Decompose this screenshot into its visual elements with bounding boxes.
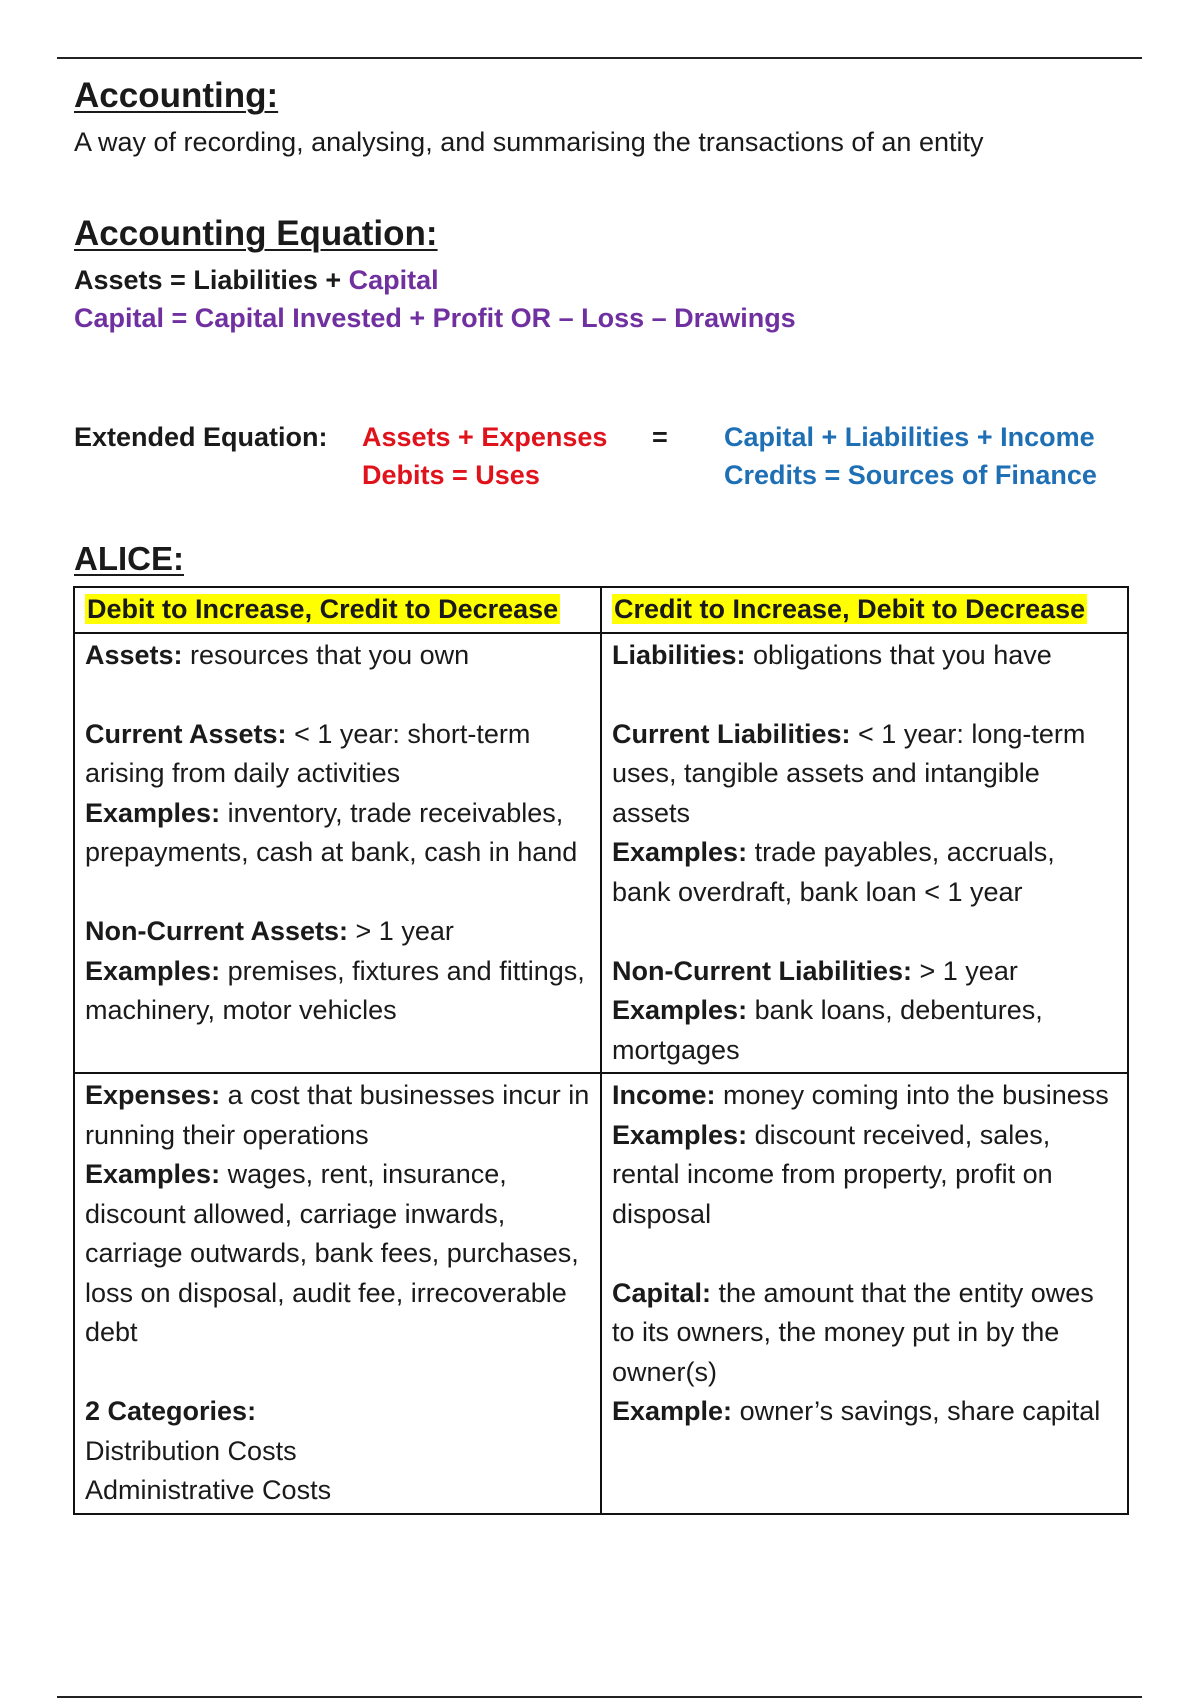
- liabilities-definition: Liabilities: obligations that you have: [612, 639, 1052, 670]
- income-capital-cell: [601, 1073, 1128, 1514]
- expense-categories-label: 2 Categories:: [85, 1396, 257, 1426]
- extended-equals-sign: =: [652, 422, 668, 452]
- assets-definition: Assets: resources that you own: [85, 639, 470, 670]
- non-current-assets-examples: Examples: premises, fixtures and fittings, machinery, motor vehicles: [85, 955, 585, 1025]
- extended-equation-label: Extended Equation:: [74, 422, 328, 452]
- extended-right-line-1: Capital + Liabilities + Income: [724, 422, 1095, 452]
- extended-right-line-2: Credits = Sources of Finance: [724, 460, 1097, 490]
- capital-definition: Capital: the amount that the entity owes to its owners, the money put in by the owner(s): [612, 1277, 1094, 1387]
- expenses-definition: Expenses: a cost that businesses incur in running their operations: [85, 1080, 590, 1150]
- extended-left-line-1: Assets + Expenses: [362, 422, 608, 452]
- equation-line-1-left: Assets = Liabilities +: [74, 265, 349, 295]
- alice-header-left: [74, 587, 601, 633]
- capital-example: Example: owner’s savings, share capital: [612, 1396, 1101, 1426]
- equation-line-2: Capital = Capital Invested + Profit OR – Loss – Drawings: [74, 303, 796, 333]
- bottom-rule: [57, 1696, 1142, 1698]
- alice-table: [73, 586, 1129, 1515]
- top-rule: [57, 57, 1142, 59]
- current-assets: Current Assets: < 1 year: short-term arising from daily activities: [85, 718, 531, 788]
- non-current-liabilities-examples: Examples: bank loans, debentures, mortgages: [612, 995, 1043, 1065]
- accounting-definition: A way of recording, analysing, and summarising the transactions of an entity: [74, 127, 984, 157]
- alice-header-row: [74, 587, 1128, 633]
- alice-header-right: [601, 587, 1128, 633]
- expenses-cell: [74, 1073, 601, 1514]
- current-liabilities-examples: Examples: trade payables, accruals, bank overdraft, bank loan < 1 year: [612, 837, 1055, 907]
- expenses-examples: Examples: wages, rent, insurance, discount allowed, carriage inwards, carriage outwards, bank fees, purchases, loss on disposal, audit fee, irrecoverable debt: [85, 1159, 579, 1347]
- non-current-liabilities: Non-Current Liabilities: > 1 year: [612, 955, 1018, 986]
- alice-row-assets-liabilities: [74, 633, 1128, 1074]
- alice-row-expenses-income: [74, 1073, 1128, 1514]
- equation-line-1: [74, 265, 439, 296]
- equation-heading: Accounting Equation:: [74, 214, 438, 253]
- credit-increase-label: Credit to Increase, Debit to Decrease: [614, 594, 1086, 624]
- income-examples: Examples: discount received, sales, rental income from property, profit on disposal: [612, 1119, 1053, 1229]
- current-liabilities: Current Liabilities: < 1 year: long-term uses, tangible assets and intangible assets: [612, 718, 1086, 828]
- expense-category-administrative: Administrative Costs: [85, 1475, 332, 1505]
- alice-heading: ALICE:: [74, 540, 184, 577]
- assets-cell: [74, 633, 601, 1074]
- extended-left-line-2: Debits = Uses: [362, 460, 540, 490]
- equation-line-1-capital: Capital: [348, 265, 439, 295]
- debit-increase-label: Debit to Increase, Credit to Decrease: [87, 594, 559, 624]
- liabilities-cell: [601, 633, 1128, 1074]
- accounting-heading: Accounting:: [74, 76, 279, 115]
- non-current-assets: Non-Current Assets: > 1 year: [85, 916, 454, 946]
- income-definition: Income: money coming into the business: [612, 1080, 1109, 1110]
- current-assets-examples: Examples: inventory, trade receivables, prepayments, cash at bank, cash in hand: [85, 797, 578, 867]
- expense-category-distribution: Distribution Costs: [85, 1435, 297, 1466]
